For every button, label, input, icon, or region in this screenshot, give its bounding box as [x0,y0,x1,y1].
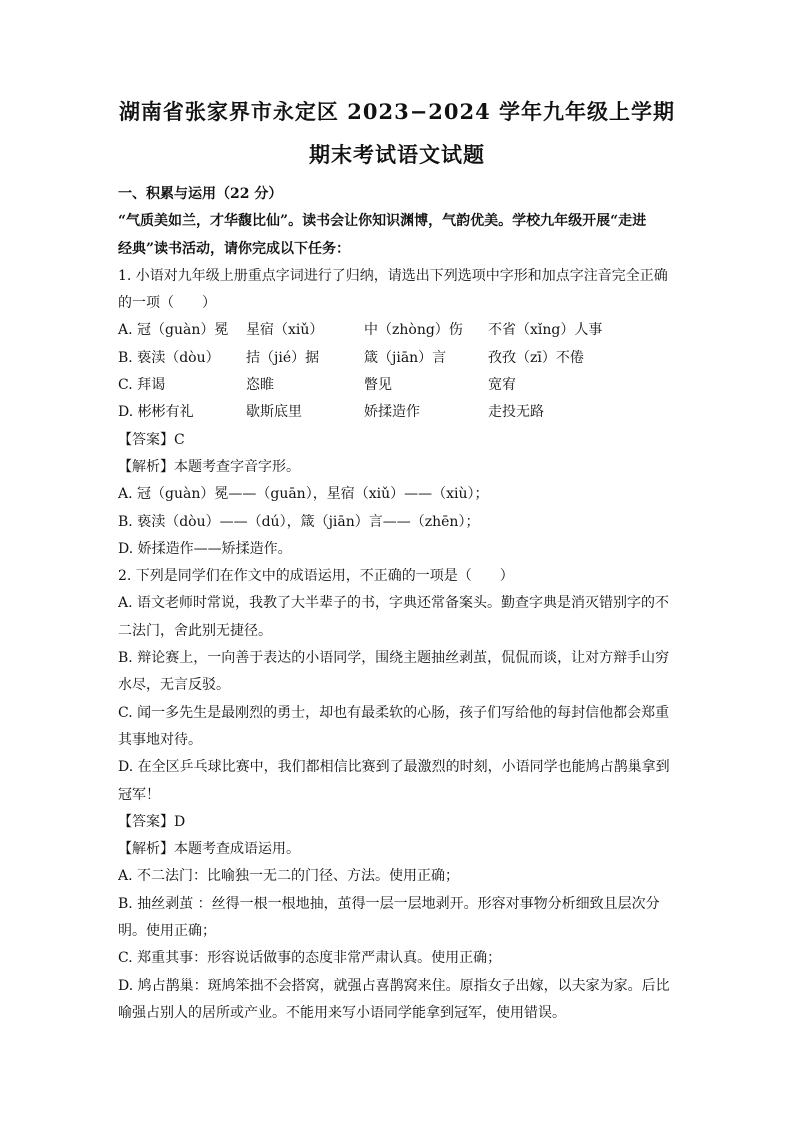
option-item: 拮（jié）据 [246,349,320,366]
exam-title-line2: 期末考试语文试题 [309,142,485,167]
question-2-option-line: 冠军！ [118,786,160,803]
question-1-analysis: A. 冠（guàn）冕——（guān），星宿（xiǔ）——（xiù）； [118,486,489,503]
question-2-answer: 【答案】D [118,813,186,830]
exam-title-line1: 湖南省张家界市永定区 2023−2024 学年九年级上学期 [118,99,676,124]
option-item: 不省（xǐng）人事 [488,322,603,339]
option-item: 星宿（xiǔ） [246,322,324,339]
question-2-option-line: 二法门，舍此别无捷径。 [118,622,272,639]
question-2-option-line: 水尽，无言反驳。 [118,677,230,694]
question-1-analysis: 【解析】本题考查字音字形。 [118,458,300,475]
question-1-stem: 1. 小语对九年级上册重点字词进行了归纳，请选出下列选项中字形和加点字注音完全正确 [118,267,668,284]
section-heading: 一、积累与运用（22 分） [118,186,283,202]
question-2-analysis: A. 不二法门：比喻独一无二的门径、方法。使用正确； [118,868,460,885]
option-item: B. 亵渎（dòu） [118,349,220,366]
question-2-option-line: D. 在全区乒乓球比赛中，我们都相信比赛到了最激烈的时刻，小语同学也能鸠占鹊巢拿到 [118,759,670,776]
question-2-analysis: 喻强占别人的居所或产业。不能用来写小语同学能拿到冠军，使用错误。 [118,1004,566,1021]
question-2-option-line: A. 语文老师时常说，我教了大半辈子的书，字典还常备案头。勤查字典是消灭错别字的不 [118,595,670,612]
option-item: 恣睢 [246,377,274,394]
question-2-analysis: 【解析】本题考查成语运用。 [118,841,300,858]
section-intro-line: 经典”读书活动，请你完成以下任务： [118,240,351,257]
question-1-option-b [118,345,683,372]
question-2-analysis: B. 抽丝剥茧 ：丝得一根一根地抽，茧得一层一层地剥开。形容对事物分析细致且层次分 [118,895,660,912]
question-2-analysis: 明。使用正确； [118,923,216,940]
option-item: 宽宥 [488,377,516,394]
question-1-option-c [118,372,683,399]
question-2-option-line: B. 辩论赛上，一向善于表达的小语同学，围绕主题抽丝剥茧，侃侃而谈，让对方辩手山穷 [118,650,670,667]
exam-content [118,181,683,1027]
option-item: 孜孜（zī）不倦 [488,349,584,366]
question-2-option-line: C. 闻一多先生是最刚烈的勇士，却也有最柔软的心肠，孩子们写给他的每封信他都会郑重 [118,704,670,721]
question-2-stem: 2. 下列是同学们在作文中的成语运用，不正确的一项是（ ） [118,568,514,585]
question-1-stem: 的一项（ ） [118,295,216,312]
option-item: 中（zhòng）伤 [364,322,463,339]
option-item: 箴（jiān）言 [364,349,447,366]
option-item: 歇斯底里 [246,404,302,421]
question-1-analysis: B. 亵渎（dòu）——（dú），箴（jiān）言——（zhēn）； [118,513,480,530]
question-1-option-d [118,399,683,426]
question-2-option-line: 其事地对待。 [118,731,202,748]
option-item: 瞥见 [364,377,392,394]
option-item: 娇揉造作 [364,404,420,421]
question-1-option-a [118,317,683,344]
option-item: D. 彬彬有礼 [118,404,194,421]
option-item: A. 冠（guàn）冕 [118,322,229,339]
question-2-analysis: D. 鸠占鹊巢：斑鸠笨拙不会搭窝，就强占喜鹊窝来住。原指女子出嫁，以夫家为家。后比 [118,977,670,994]
question-1-analysis: D. 娇揉造作——矫揉造作。 [118,540,292,557]
question-2-analysis: C. 郑重其事：形容说话做事的态度非常严肃认真。使用正确； [118,950,502,967]
option-item: C. 拜谒 [118,377,166,394]
section-intro-line: “气质美如兰，才华馥比仙”。读书会让你知识渊博，气韵优美。学校九年级开展“走进 [118,213,647,230]
question-1-answer: 【答案】C [118,431,185,448]
option-item: 走投无路 [488,404,544,421]
